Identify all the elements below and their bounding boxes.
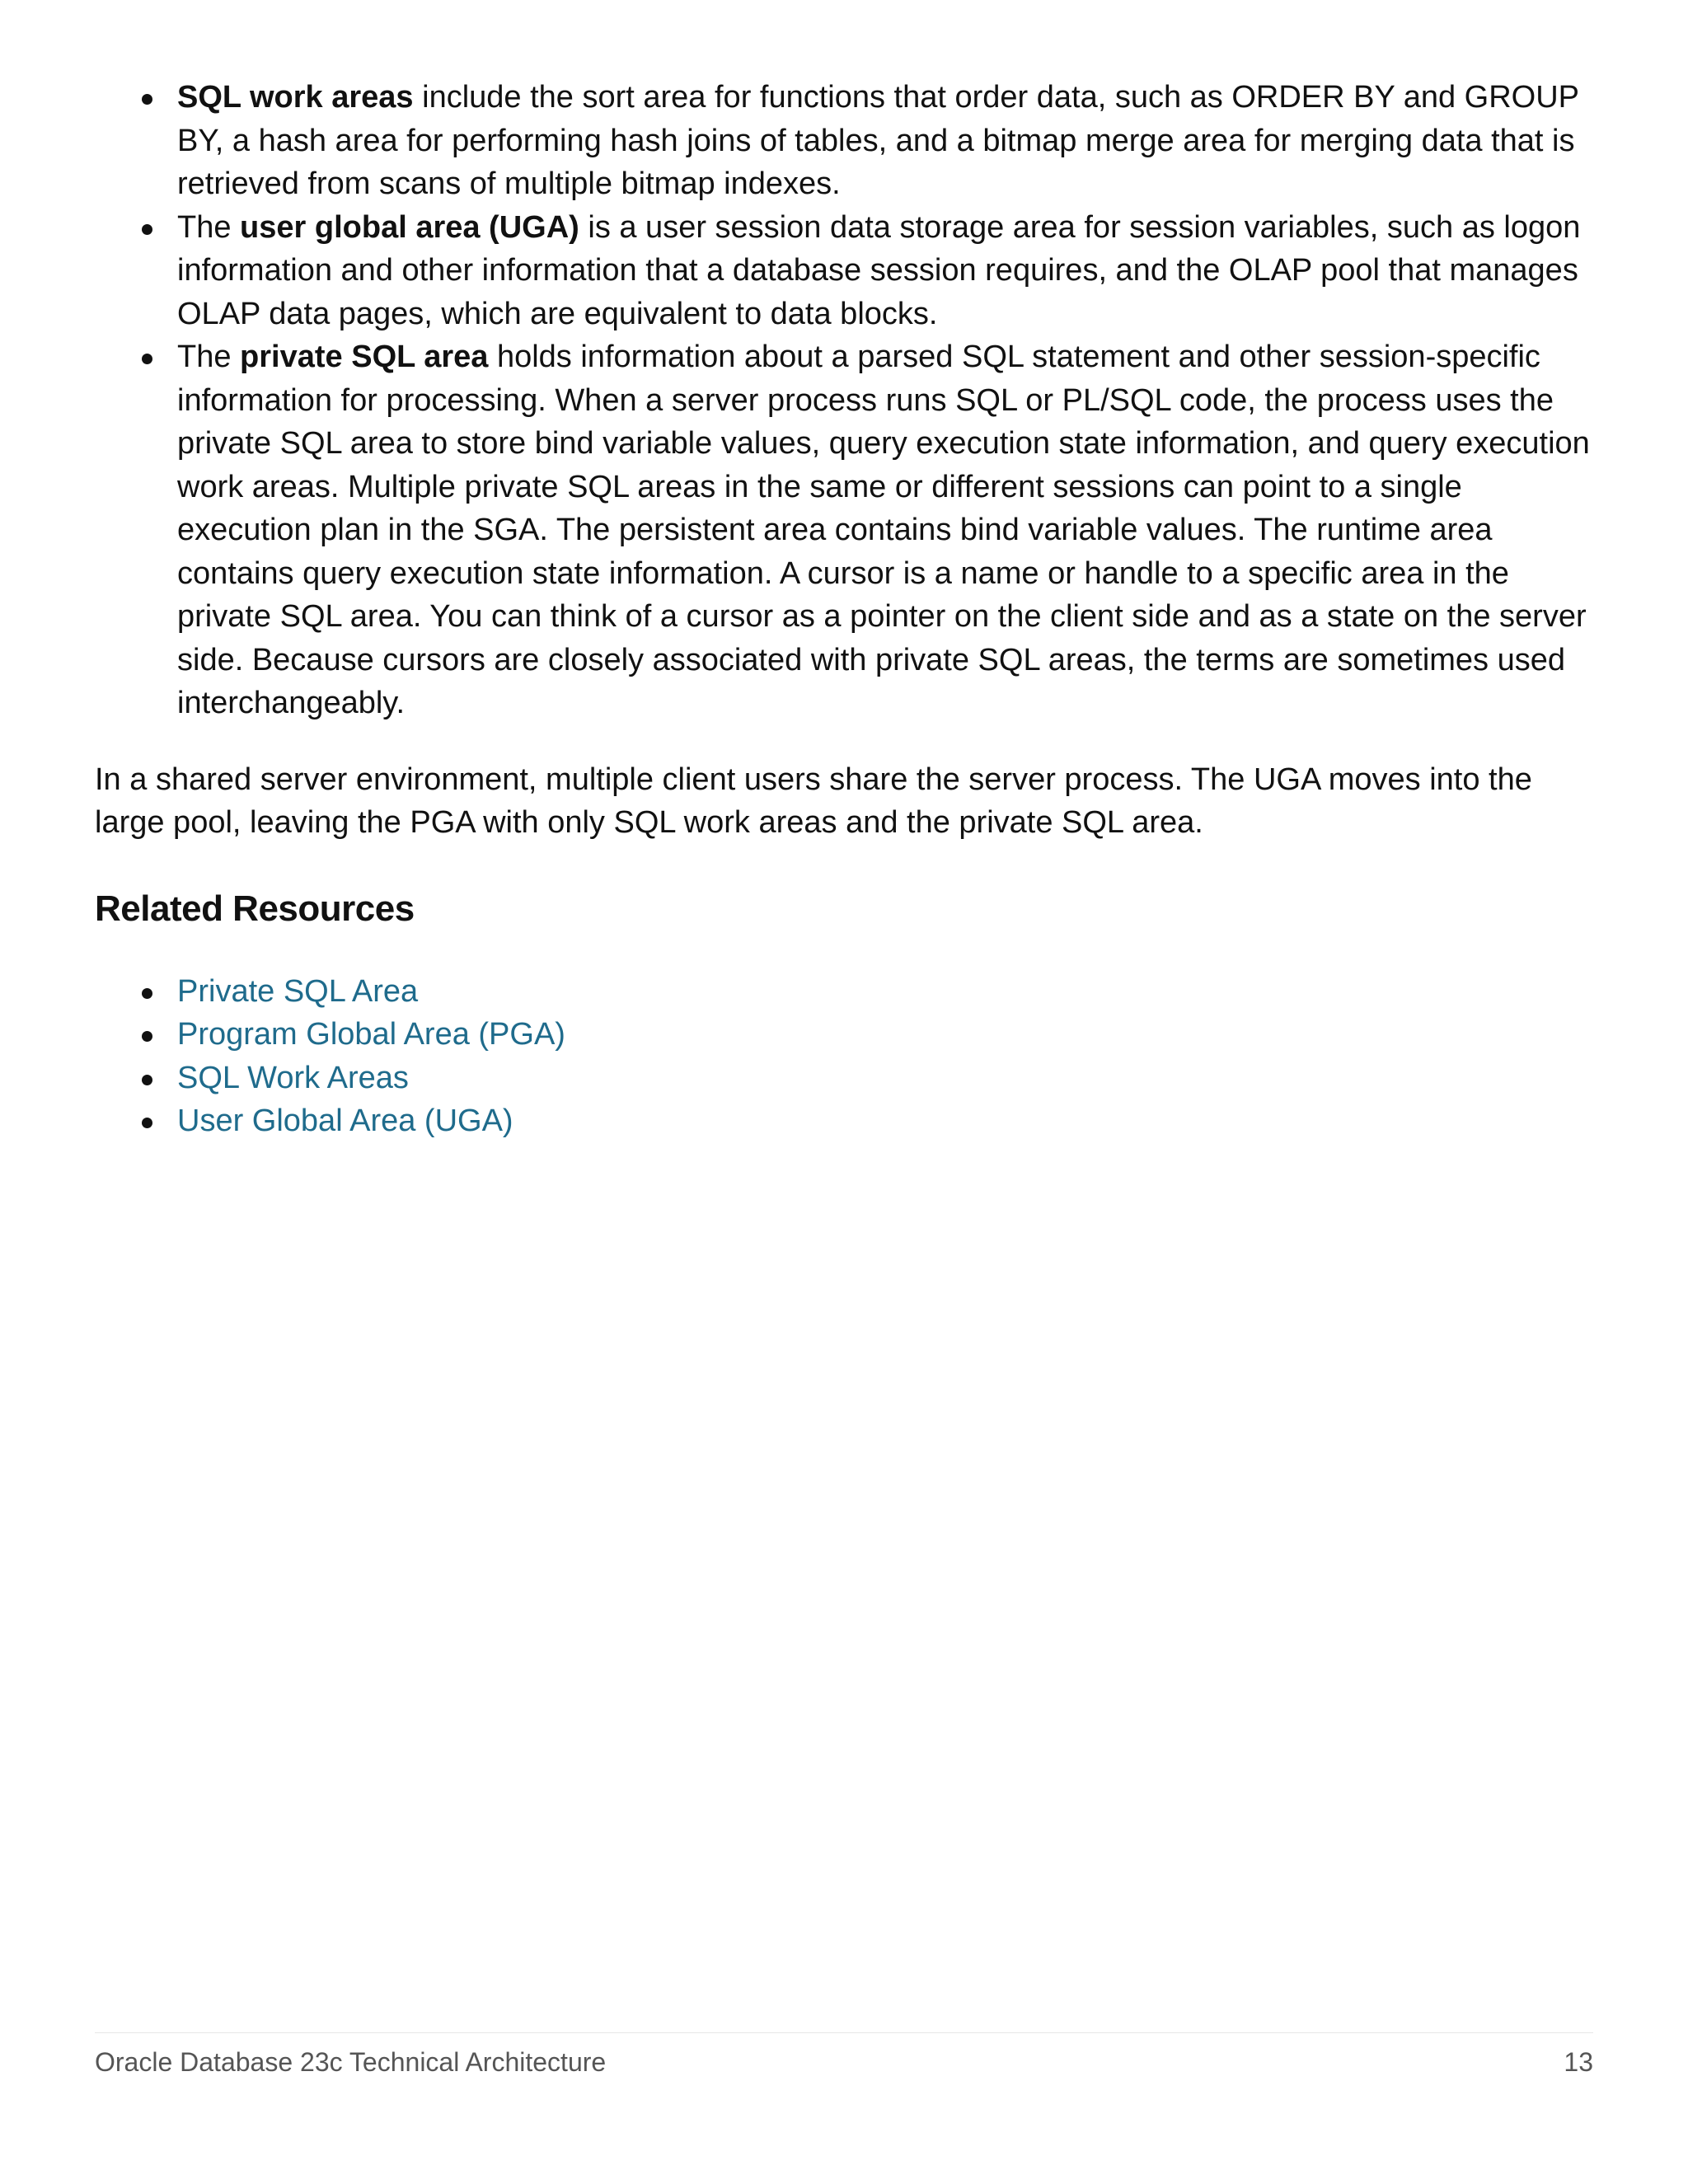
list-item-private-sql-area [95, 335, 1603, 725]
term-sql-work-areas: SQL work areas [177, 80, 414, 115]
footer-divider [95, 2032, 1593, 2033]
shared-server-paragraph: In a shared server environment, multiple client users share the server process. The UGA moves into the large pool, leaving the PGA with only SQL work areas and the private SQL area. [95, 762, 1532, 840]
list-item-lead: The [177, 209, 241, 245]
footer-page-number: 13 [1564, 2047, 1593, 2077]
related-resources-heading: Related Resources [95, 888, 415, 929]
footer-document-title: Oracle Database 23c Technical Architecture [95, 2047, 607, 2077]
list-item-text: holds information about a parsed SQL statement and other session-specific information for processing. When a server process runs SQL or PL/SQL code, the process uses the private SQL area to store bind variable values, query execution state information, and query execution work areas. Multiple private SQL areas in the same or different sessions can point to a single execution plan in the SGA. The persistent area contains bind variable values. The runtime area contains query execution state information. A cursor is a name or handle to a specific area in the private SQL area. You can think of a cursor as a pointer on the client side and as a state on the server side. Because cursors are closely associated with private SQL areas, the terms are sometimes used interchangeably. [177, 340, 1590, 720]
memory-areas-list [95, 76, 1603, 725]
term-user-global-area: user global area (UGA) [240, 209, 579, 245]
list-item-user-global-area [95, 206, 1603, 336]
list-item [95, 1057, 1603, 1100]
term-private-sql-area: private SQL area [240, 340, 489, 374]
list-item [95, 970, 1603, 1014]
list-item-text: is a user session data storage area for session variables, such as logon information and other information that a database session requires, and the OLAP pool that manages OLAP data pages, which are equivalent to data blocks. [177, 209, 1581, 331]
link-private-sql-area[interactable]: Private SQL Area [177, 973, 419, 1009]
link-user-global-area[interactable]: User Global Area (UGA) [177, 1104, 513, 1138]
list-item-sql-work-areas [95, 76, 1603, 206]
link-sql-work-areas[interactable]: SQL Work Areas [177, 1060, 409, 1095]
list-item [95, 1099, 1603, 1143]
list-item-text: include the sort area for functions that order data, such as ORDER BY and GROUP BY, a hash area for performing hash joins of tables, and a bitmap merge area for merging data that is retrieved from scans of multiple bitmap indexes. [177, 80, 1579, 201]
list-item [95, 1013, 1603, 1057]
list-item-lead: The [177, 340, 241, 374]
link-program-global-area[interactable]: Program Global Area (PGA) [177, 1017, 565, 1052]
page-content [95, 76, 1603, 1143]
related-resources-list [95, 970, 1603, 1143]
